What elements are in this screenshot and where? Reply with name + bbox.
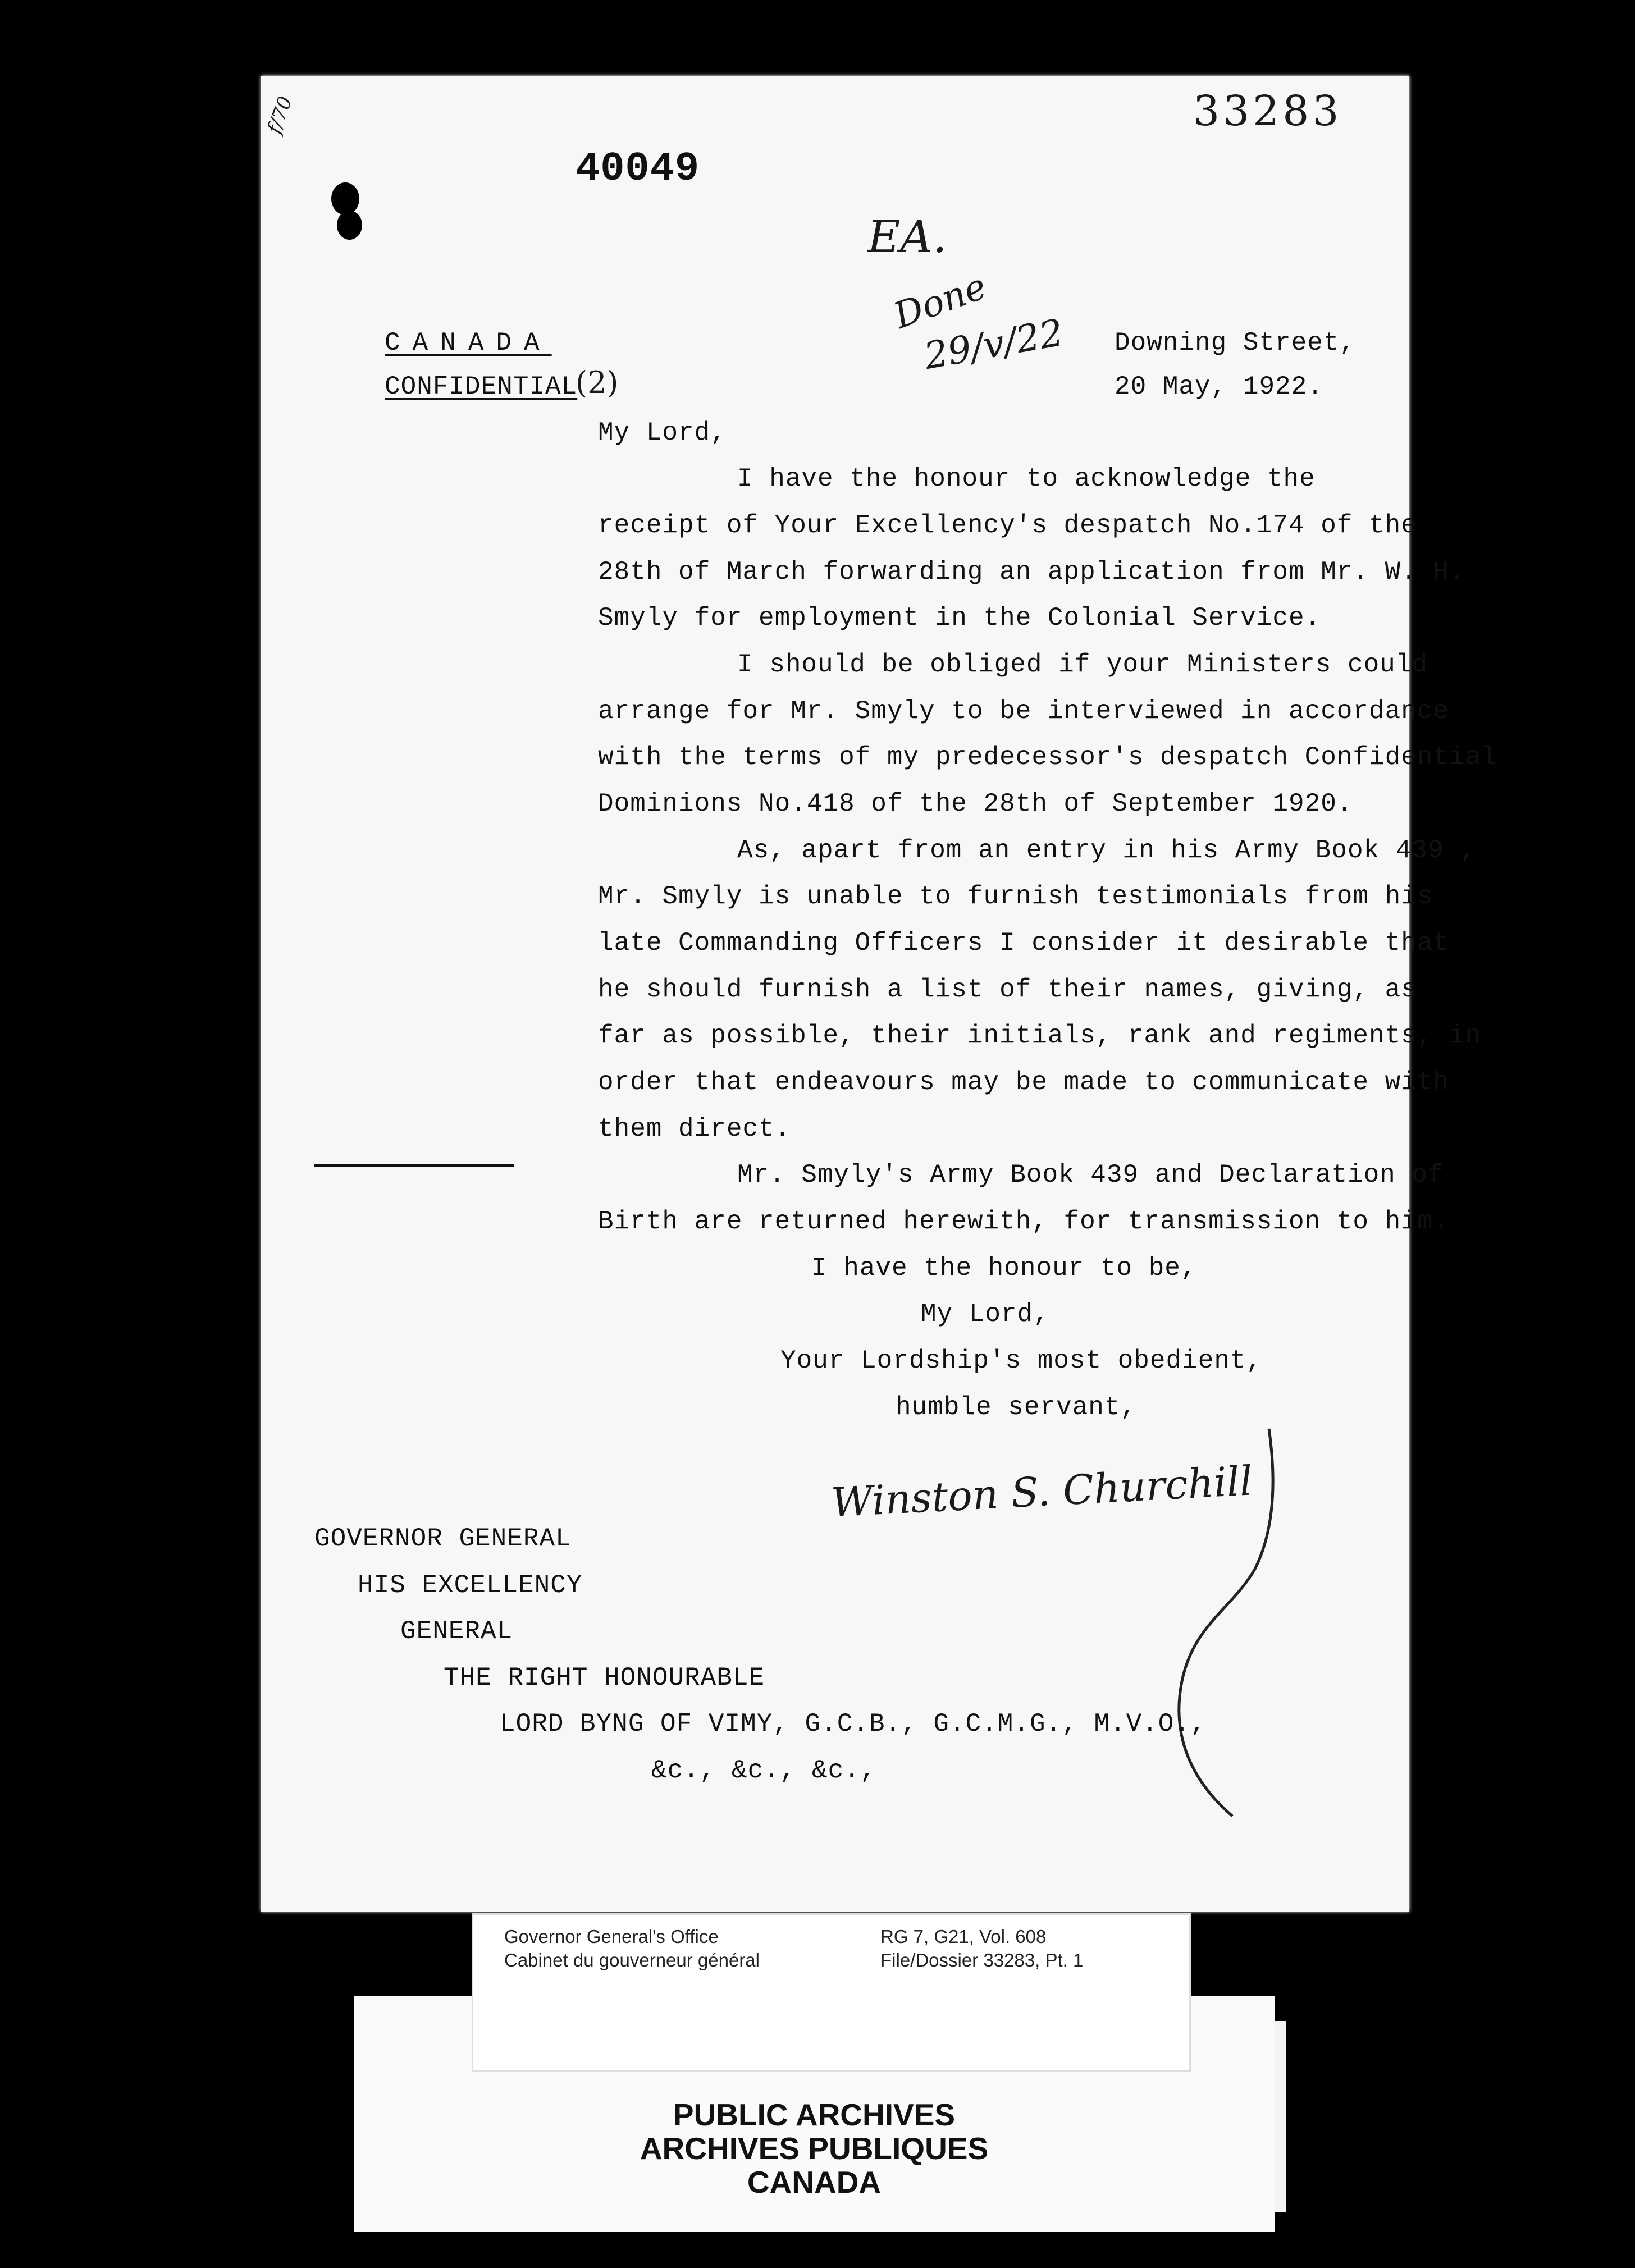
body-line: them direct. [598, 1114, 791, 1144]
body-line: arrange for Mr. Smyly to be interviewed in accordance [598, 697, 1450, 726]
signature: Winston S. Churchill [830, 1457, 1254, 1526]
archives-country: CANADA [747, 2165, 882, 2200]
copy-mark: (2) [576, 365, 619, 400]
margin-rule [314, 1164, 514, 1167]
reference-card [472, 1913, 1191, 2072]
body-line: Mr. Smyly's Army Book 439 and Declaration of [737, 1160, 1444, 1190]
body-line: Birth are returned herewith, for transmission to him. [598, 1207, 1450, 1236]
done-annotation: Done [888, 266, 992, 337]
addressee-line: GOVERNOR GENERAL [314, 1524, 572, 1553]
closing-line: humble servant, [896, 1393, 1137, 1422]
addressee-line: &c., &c., &c., [651, 1756, 876, 1785]
body-line: late Commanding Officers I consider it desirable that [598, 929, 1450, 958]
body-line: receipt of Your Excellency's despatch No.174 of the [598, 511, 1417, 540]
punch-hole [331, 182, 359, 215]
body-line: I should be obliged if your Ministers could [737, 650, 1428, 679]
sender-address: Downing Street, [1115, 328, 1356, 358]
letter-page [261, 76, 1497, 1912]
body-line: Smyly for employment in the Colonial Service. [598, 603, 1321, 633]
body-line: Dominions No.418 of the 28th of September 1920. [598, 789, 1353, 819]
archives-title-fr: ARCHIVES PUBLIQUES [640, 2131, 989, 2166]
body-line: he should furnish a list of their names, giving, as [598, 975, 1417, 1004]
closing-line: I have the honour to be, [811, 1254, 1197, 1283]
classification: CONFIDENTIAL [385, 372, 578, 401]
initials-annotation: EA. [867, 211, 947, 263]
body-line: As, apart from an entry in his Army Book 439 , [737, 836, 1476, 865]
marginal-pen-stroke [1171, 1423, 1317, 1839]
file-dossier: File/Dossier 33283, Pt. 1 [880, 1950, 1084, 1970]
done-date-annotation: 29/v/22 [921, 310, 1067, 378]
office-fr: Cabinet du gouverneur général [504, 1950, 760, 1970]
body-line: Mr. Smyly is unable to furnish testimonials from his [598, 882, 1433, 911]
addressee-line: HIS EXCELLENCY [358, 1571, 583, 1600]
pen-stroke-path [1179, 1429, 1273, 1816]
punch-hole [337, 211, 362, 240]
closing-line: My Lord, [921, 1300, 1049, 1329]
body-line: I have the honour to acknowledge the [737, 464, 1316, 493]
body-line: with the terms of my predecessor's despatch Confidential [598, 743, 1497, 772]
record-group: RG 7, G21, Vol. 608 [880, 1926, 1047, 1947]
stamp-number: 40049 [576, 146, 700, 192]
body-line: far as possible, their initials, rank and regiments, in [598, 1021, 1482, 1050]
salutation: My Lord, [598, 418, 727, 447]
body-line: order that endeavours may be made to communicate with [598, 1068, 1450, 1097]
archives-title-en: PUBLIC ARCHIVES [673, 2097, 956, 2132]
corner-mark: f/70 [263, 93, 297, 137]
letter-date: 20 May, 1922. [1115, 372, 1323, 401]
addressee-line: THE RIGHT HONOURABLE [444, 1663, 765, 1693]
closing-line: Your Lordship's most obedient, [780, 1346, 1263, 1375]
addressee-line: GENERAL [400, 1617, 513, 1646]
file-number-handwritten: 33283 [1193, 87, 1342, 135]
addressee-line: LORD BYNG OF VIMY, G.C.B., G.C.M.G., M.V.O., [500, 1709, 1207, 1739]
country-heading: CANADA [385, 328, 552, 358]
body-line: 28th of March forwarding an application from Mr. W. H. [598, 557, 1465, 587]
office-en: Governor General's Office [504, 1926, 719, 1947]
